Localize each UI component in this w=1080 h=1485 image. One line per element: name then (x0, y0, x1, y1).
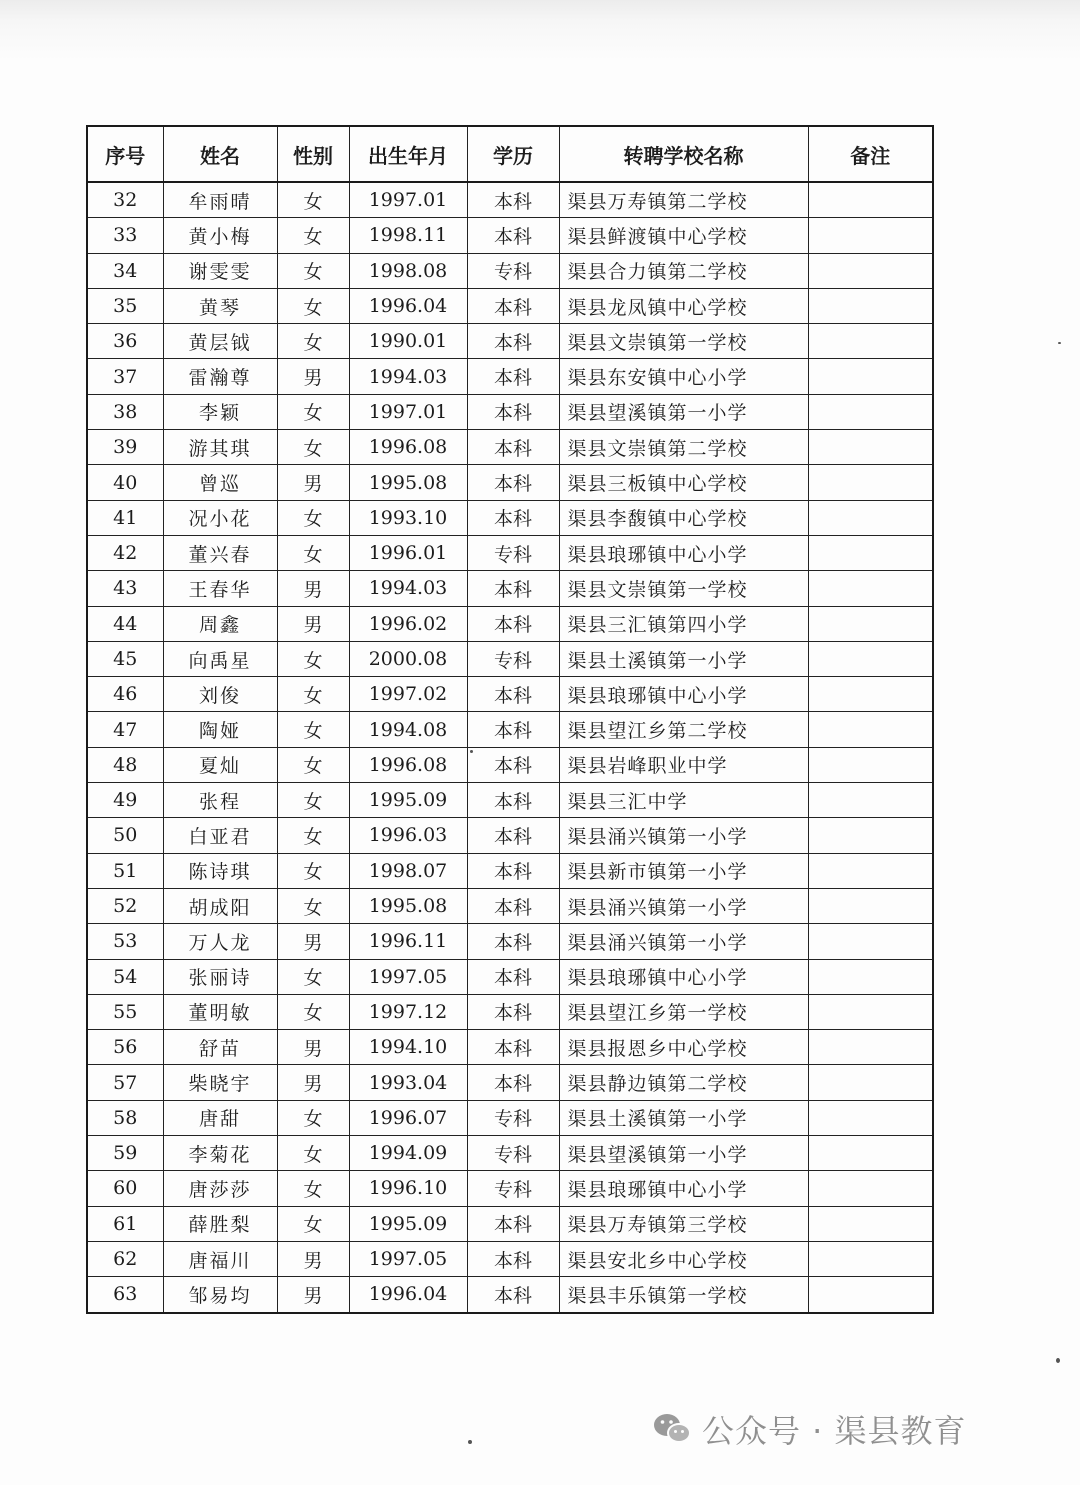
cell-education: 本科 (467, 888, 559, 923)
cell-gender: 女 (277, 712, 349, 747)
scan-speck (470, 750, 473, 753)
cell-name: 董兴春 (163, 535, 277, 570)
cell-no: 43 (87, 571, 163, 606)
header-education: 学历 (467, 126, 559, 182)
cell-gender: 女 (277, 430, 349, 465)
cell-school: 渠县土溪镇第一小学 (559, 641, 808, 676)
cell-school: 渠县新市镇第一小学 (559, 853, 808, 888)
cell-birth: 1995.08 (349, 888, 467, 923)
cell-note (808, 853, 933, 888)
cell-note (808, 641, 933, 676)
cell-name: 陶娅 (163, 712, 277, 747)
cell-birth: 1997.01 (349, 182, 467, 218)
cell-no: 61 (87, 1206, 163, 1241)
table-row (87, 182, 933, 218)
table-row (87, 288, 933, 323)
table-row (87, 853, 933, 888)
cell-no: 62 (87, 1241, 163, 1276)
cell-education: 本科 (467, 677, 559, 712)
cell-education: 本科 (467, 500, 559, 535)
table-row (87, 500, 933, 535)
cell-no: 50 (87, 818, 163, 853)
cell-gender: 女 (277, 182, 349, 218)
cell-no: 53 (87, 924, 163, 959)
cell-birth: 1998.08 (349, 253, 467, 288)
cell-no: 59 (87, 1136, 163, 1171)
cell-note (808, 465, 933, 500)
cell-gender: 女 (277, 1100, 349, 1135)
cell-note (808, 182, 933, 218)
cell-no: 49 (87, 783, 163, 818)
cell-school: 渠县文崇镇第二学校 (559, 430, 808, 465)
cell-birth: 1996.08 (349, 747, 467, 782)
table-row (87, 1065, 933, 1100)
cell-education: 专科 (467, 1136, 559, 1171)
cell-birth: 1996.08 (349, 430, 467, 465)
table-row (87, 888, 933, 923)
cell-name: 李菊花 (163, 1136, 277, 1171)
table-header-row (87, 126, 933, 182)
table-row (87, 1206, 933, 1241)
cell-education: 本科 (467, 924, 559, 959)
cell-name: 张丽诗 (163, 959, 277, 994)
cell-school: 渠县涌兴镇第一小学 (559, 924, 808, 959)
cell-birth: 1994.10 (349, 1030, 467, 1065)
cell-school: 渠县文崇镇第一学校 (559, 571, 808, 606)
cell-education: 本科 (467, 218, 559, 253)
cell-birth: 1998.07 (349, 853, 467, 888)
cell-name: 舒苗 (163, 1030, 277, 1065)
cell-school: 渠县安北乡中心学校 (559, 1241, 808, 1276)
table-row (87, 218, 933, 253)
table-row (87, 324, 933, 359)
cell-education: 本科 (467, 359, 559, 394)
cell-no: 46 (87, 677, 163, 712)
cell-name: 夏灿 (163, 747, 277, 782)
cell-education: 本科 (467, 571, 559, 606)
header-gender: 性别 (277, 126, 349, 182)
table-row (87, 1030, 933, 1065)
table-row (87, 1100, 933, 1135)
cell-name: 张程 (163, 783, 277, 818)
cell-note (808, 994, 933, 1029)
header-no: 序号 (87, 126, 163, 182)
table-row (87, 641, 933, 676)
cell-birth: 1993.10 (349, 500, 467, 535)
cell-note (808, 571, 933, 606)
cell-birth: 1997.05 (349, 959, 467, 994)
cell-education: 本科 (467, 747, 559, 782)
cell-school: 渠县东安镇中心小学 (559, 359, 808, 394)
cell-school: 渠县土溪镇第一小学 (559, 1100, 808, 1135)
cell-birth: 1993.04 (349, 1065, 467, 1100)
cell-birth: 1996.02 (349, 606, 467, 641)
scan-speck (468, 1440, 472, 1444)
cell-education: 本科 (467, 288, 559, 323)
cell-birth: 1995.08 (349, 465, 467, 500)
cell-gender: 女 (277, 959, 349, 994)
cell-school: 渠县三板镇中心学校 (559, 465, 808, 500)
cell-education: 本科 (467, 430, 559, 465)
cell-note (808, 677, 933, 712)
cell-education: 本科 (467, 783, 559, 818)
cell-school: 渠县丰乐镇第一学校 (559, 1277, 808, 1313)
cell-school: 渠县万寿镇第二学校 (559, 182, 808, 218)
cell-gender: 女 (277, 641, 349, 676)
cell-gender: 女 (277, 747, 349, 782)
cell-no: 54 (87, 959, 163, 994)
cell-no: 35 (87, 288, 163, 323)
cell-education: 本科 (467, 959, 559, 994)
cell-note (808, 712, 933, 747)
cell-note (808, 1277, 933, 1313)
table-row (87, 253, 933, 288)
cell-birth: 1996.01 (349, 535, 467, 570)
table-row (87, 1136, 933, 1171)
cell-no: 38 (87, 394, 163, 429)
table-row (87, 747, 933, 782)
cell-note (808, 818, 933, 853)
cell-no: 42 (87, 535, 163, 570)
cell-birth: 1996.10 (349, 1171, 467, 1206)
cell-school: 渠县琅琊镇中心小学 (559, 677, 808, 712)
cell-education: 本科 (467, 712, 559, 747)
cell-note (808, 394, 933, 429)
table-row (87, 994, 933, 1029)
cell-education: 本科 (467, 1206, 559, 1241)
cell-note (808, 359, 933, 394)
cell-no: 37 (87, 359, 163, 394)
cell-name: 向禹星 (163, 641, 277, 676)
cell-birth: 1995.09 (349, 783, 467, 818)
cell-gender: 女 (277, 818, 349, 853)
table-row (87, 465, 933, 500)
cell-note (808, 1100, 933, 1135)
cell-school: 渠县合力镇第二学校 (559, 253, 808, 288)
cell-education: 专科 (467, 641, 559, 676)
cell-gender: 男 (277, 924, 349, 959)
cell-gender: 女 (277, 1171, 349, 1206)
header-school: 转聘学校名称 (559, 126, 808, 182)
watermark-text: 公众号 · 渠县教育 (702, 1412, 967, 1450)
cell-no: 63 (87, 1277, 163, 1313)
cell-education: 本科 (467, 1277, 559, 1313)
cell-no: 51 (87, 853, 163, 888)
cell-name: 胡成阳 (163, 888, 277, 923)
cell-name: 董明敏 (163, 994, 277, 1029)
cell-birth: 1996.07 (349, 1100, 467, 1135)
cell-school: 渠县琅琊镇中心小学 (559, 959, 808, 994)
cell-no: 48 (87, 747, 163, 782)
cell-note (808, 783, 933, 818)
cell-note (808, 430, 933, 465)
cell-no: 60 (87, 1171, 163, 1206)
table-row (87, 1171, 933, 1206)
cell-no: 58 (87, 1100, 163, 1135)
cell-no: 45 (87, 641, 163, 676)
cell-name: 雷瀚尊 (163, 359, 277, 394)
table-row (87, 394, 933, 429)
cell-name: 白亚君 (163, 818, 277, 853)
table-body (87, 182, 933, 1313)
cell-note (808, 1171, 933, 1206)
cell-education: 本科 (467, 324, 559, 359)
cell-note (808, 1206, 933, 1241)
cell-birth: 1997.05 (349, 1241, 467, 1276)
cell-note (808, 888, 933, 923)
cell-name: 柴晓宇 (163, 1065, 277, 1100)
cell-education: 专科 (467, 535, 559, 570)
cell-school: 渠县望江乡第一学校 (559, 994, 808, 1029)
cell-no: 56 (87, 1030, 163, 1065)
cell-name: 李颖 (163, 394, 277, 429)
scan-speck (1056, 1358, 1060, 1363)
cell-gender: 女 (277, 218, 349, 253)
cell-gender: 女 (277, 1206, 349, 1241)
wechat-icon (652, 1411, 692, 1447)
cell-school: 渠县万寿镇第三学校 (559, 1206, 808, 1241)
cell-gender: 男 (277, 571, 349, 606)
cell-note (808, 1136, 933, 1171)
cell-school: 渠县文崇镇第一学校 (559, 324, 808, 359)
cell-birth: 1997.02 (349, 677, 467, 712)
cell-gender: 女 (277, 288, 349, 323)
cell-education: 专科 (467, 1171, 559, 1206)
cell-education: 本科 (467, 1241, 559, 1276)
cell-note (808, 606, 933, 641)
cell-birth: 1996.04 (349, 1277, 467, 1313)
cell-gender: 男 (277, 1065, 349, 1100)
table-row (87, 818, 933, 853)
table-row (87, 359, 933, 394)
header-note: 备注 (808, 126, 933, 182)
cell-school: 渠县三汇镇第四小学 (559, 606, 808, 641)
cell-birth: 1994.03 (349, 571, 467, 606)
cell-name: 薛胜梨 (163, 1206, 277, 1241)
cell-birth: 1996.11 (349, 924, 467, 959)
cell-education: 本科 (467, 1030, 559, 1065)
cell-gender: 男 (277, 1241, 349, 1276)
cell-name: 黄琴 (163, 288, 277, 323)
cell-education: 本科 (467, 606, 559, 641)
cell-education: 本科 (467, 818, 559, 853)
cell-school: 渠县岩峰职业中学 (559, 747, 808, 782)
cell-school: 渠县琅琊镇中心小学 (559, 1171, 808, 1206)
table-row (87, 430, 933, 465)
cell-education: 本科 (467, 465, 559, 500)
cell-education: 本科 (467, 1065, 559, 1100)
table-row (87, 783, 933, 818)
cell-no: 44 (87, 606, 163, 641)
cell-education: 专科 (467, 253, 559, 288)
cell-birth: 2000.08 (349, 641, 467, 676)
cell-gender: 男 (277, 359, 349, 394)
cell-no: 34 (87, 253, 163, 288)
cell-gender: 男 (277, 606, 349, 641)
cell-name: 牟雨晴 (163, 182, 277, 218)
cell-birth: 1998.11 (349, 218, 467, 253)
cell-name: 王春华 (163, 571, 277, 606)
cell-name: 黄层钺 (163, 324, 277, 359)
cell-birth: 1994.09 (349, 1136, 467, 1171)
cell-name: 陈诗琪 (163, 853, 277, 888)
cell-no: 47 (87, 712, 163, 747)
cell-school: 渠县琅琊镇中心小学 (559, 535, 808, 570)
cell-education: 本科 (467, 394, 559, 429)
cell-note (808, 1241, 933, 1276)
scan-speck (1058, 342, 1061, 344)
cell-name: 万人龙 (163, 924, 277, 959)
cell-gender: 男 (277, 1277, 349, 1313)
cell-no: 40 (87, 465, 163, 500)
cell-school: 渠县涌兴镇第一小学 (559, 888, 808, 923)
cell-name: 唐甜 (163, 1100, 277, 1135)
cell-birth: 1995.09 (349, 1206, 467, 1241)
cell-no: 33 (87, 218, 163, 253)
cell-birth: 1996.04 (349, 288, 467, 323)
table-row (87, 924, 933, 959)
cell-name: 黄小梅 (163, 218, 277, 253)
cell-gender: 女 (277, 535, 349, 570)
cell-gender: 男 (277, 1030, 349, 1065)
watermark (652, 1406, 967, 1452)
header-name: 姓名 (163, 126, 277, 182)
cell-gender: 女 (277, 394, 349, 429)
cell-note (808, 218, 933, 253)
table-row (87, 1241, 933, 1276)
cell-education: 本科 (467, 994, 559, 1029)
table-row (87, 1277, 933, 1313)
cell-gender: 女 (277, 853, 349, 888)
cell-education: 专科 (467, 1100, 559, 1135)
cell-no: 57 (87, 1065, 163, 1100)
cell-school: 渠县涌兴镇第一小学 (559, 818, 808, 853)
cell-gender: 女 (277, 888, 349, 923)
cell-note (808, 924, 933, 959)
cell-name: 周鑫 (163, 606, 277, 641)
cell-note (808, 1030, 933, 1065)
cell-education: 本科 (467, 853, 559, 888)
cell-no: 55 (87, 994, 163, 1029)
cell-note (808, 535, 933, 570)
cell-gender: 女 (277, 500, 349, 535)
cell-education: 本科 (467, 182, 559, 218)
cell-name: 谢雯雯 (163, 253, 277, 288)
table-row (87, 606, 933, 641)
cell-note (808, 324, 933, 359)
cell-gender: 女 (277, 1136, 349, 1171)
cell-birth: 1994.08 (349, 712, 467, 747)
cell-note (808, 288, 933, 323)
teacher-transfer-table (86, 125, 934, 1314)
cell-no: 36 (87, 324, 163, 359)
cell-school: 渠县望江乡第二学校 (559, 712, 808, 747)
cell-school: 渠县鲜渡镇中心学校 (559, 218, 808, 253)
cell-gender: 女 (277, 783, 349, 818)
cell-gender: 女 (277, 324, 349, 359)
cell-no: 52 (87, 888, 163, 923)
cell-name: 曾巡 (163, 465, 277, 500)
cell-school: 渠县报恩乡中心学校 (559, 1030, 808, 1065)
cell-birth: 1994.03 (349, 359, 467, 394)
table-row (87, 535, 933, 570)
cell-birth: 1997.12 (349, 994, 467, 1029)
cell-note (808, 500, 933, 535)
cell-school: 渠县龙凤镇中心学校 (559, 288, 808, 323)
cell-birth: 1990.01 (349, 324, 467, 359)
table-row (87, 959, 933, 994)
cell-birth: 1997.01 (349, 394, 467, 429)
cell-gender: 男 (277, 465, 349, 500)
cell-note (808, 1065, 933, 1100)
cell-birth: 1996.03 (349, 818, 467, 853)
cell-gender: 女 (277, 994, 349, 1029)
cell-name: 刘俊 (163, 677, 277, 712)
table-row (87, 571, 933, 606)
cell-school: 渠县李馥镇中心学校 (559, 500, 808, 535)
cell-school: 渠县三汇中学 (559, 783, 808, 818)
cell-no: 41 (87, 500, 163, 535)
cell-name: 游其琪 (163, 430, 277, 465)
cell-name: 邹易均 (163, 1277, 277, 1313)
cell-gender: 女 (277, 253, 349, 288)
cell-name: 唐莎莎 (163, 1171, 277, 1206)
table-row (87, 712, 933, 747)
cell-note (808, 253, 933, 288)
table-row (87, 677, 933, 712)
cell-no: 39 (87, 430, 163, 465)
header-birth: 出生年月 (349, 126, 467, 182)
cell-name: 况小花 (163, 500, 277, 535)
cell-school: 渠县静边镇第二学校 (559, 1065, 808, 1100)
cell-gender: 女 (277, 677, 349, 712)
cell-note (808, 959, 933, 994)
cell-no: 32 (87, 182, 163, 218)
cell-school: 渠县望溪镇第一小学 (559, 394, 808, 429)
cell-school: 渠县望溪镇第一小学 (559, 1136, 808, 1171)
cell-note (808, 747, 933, 782)
scan-shadow (0, 0, 1080, 60)
cell-name: 唐福川 (163, 1241, 277, 1276)
